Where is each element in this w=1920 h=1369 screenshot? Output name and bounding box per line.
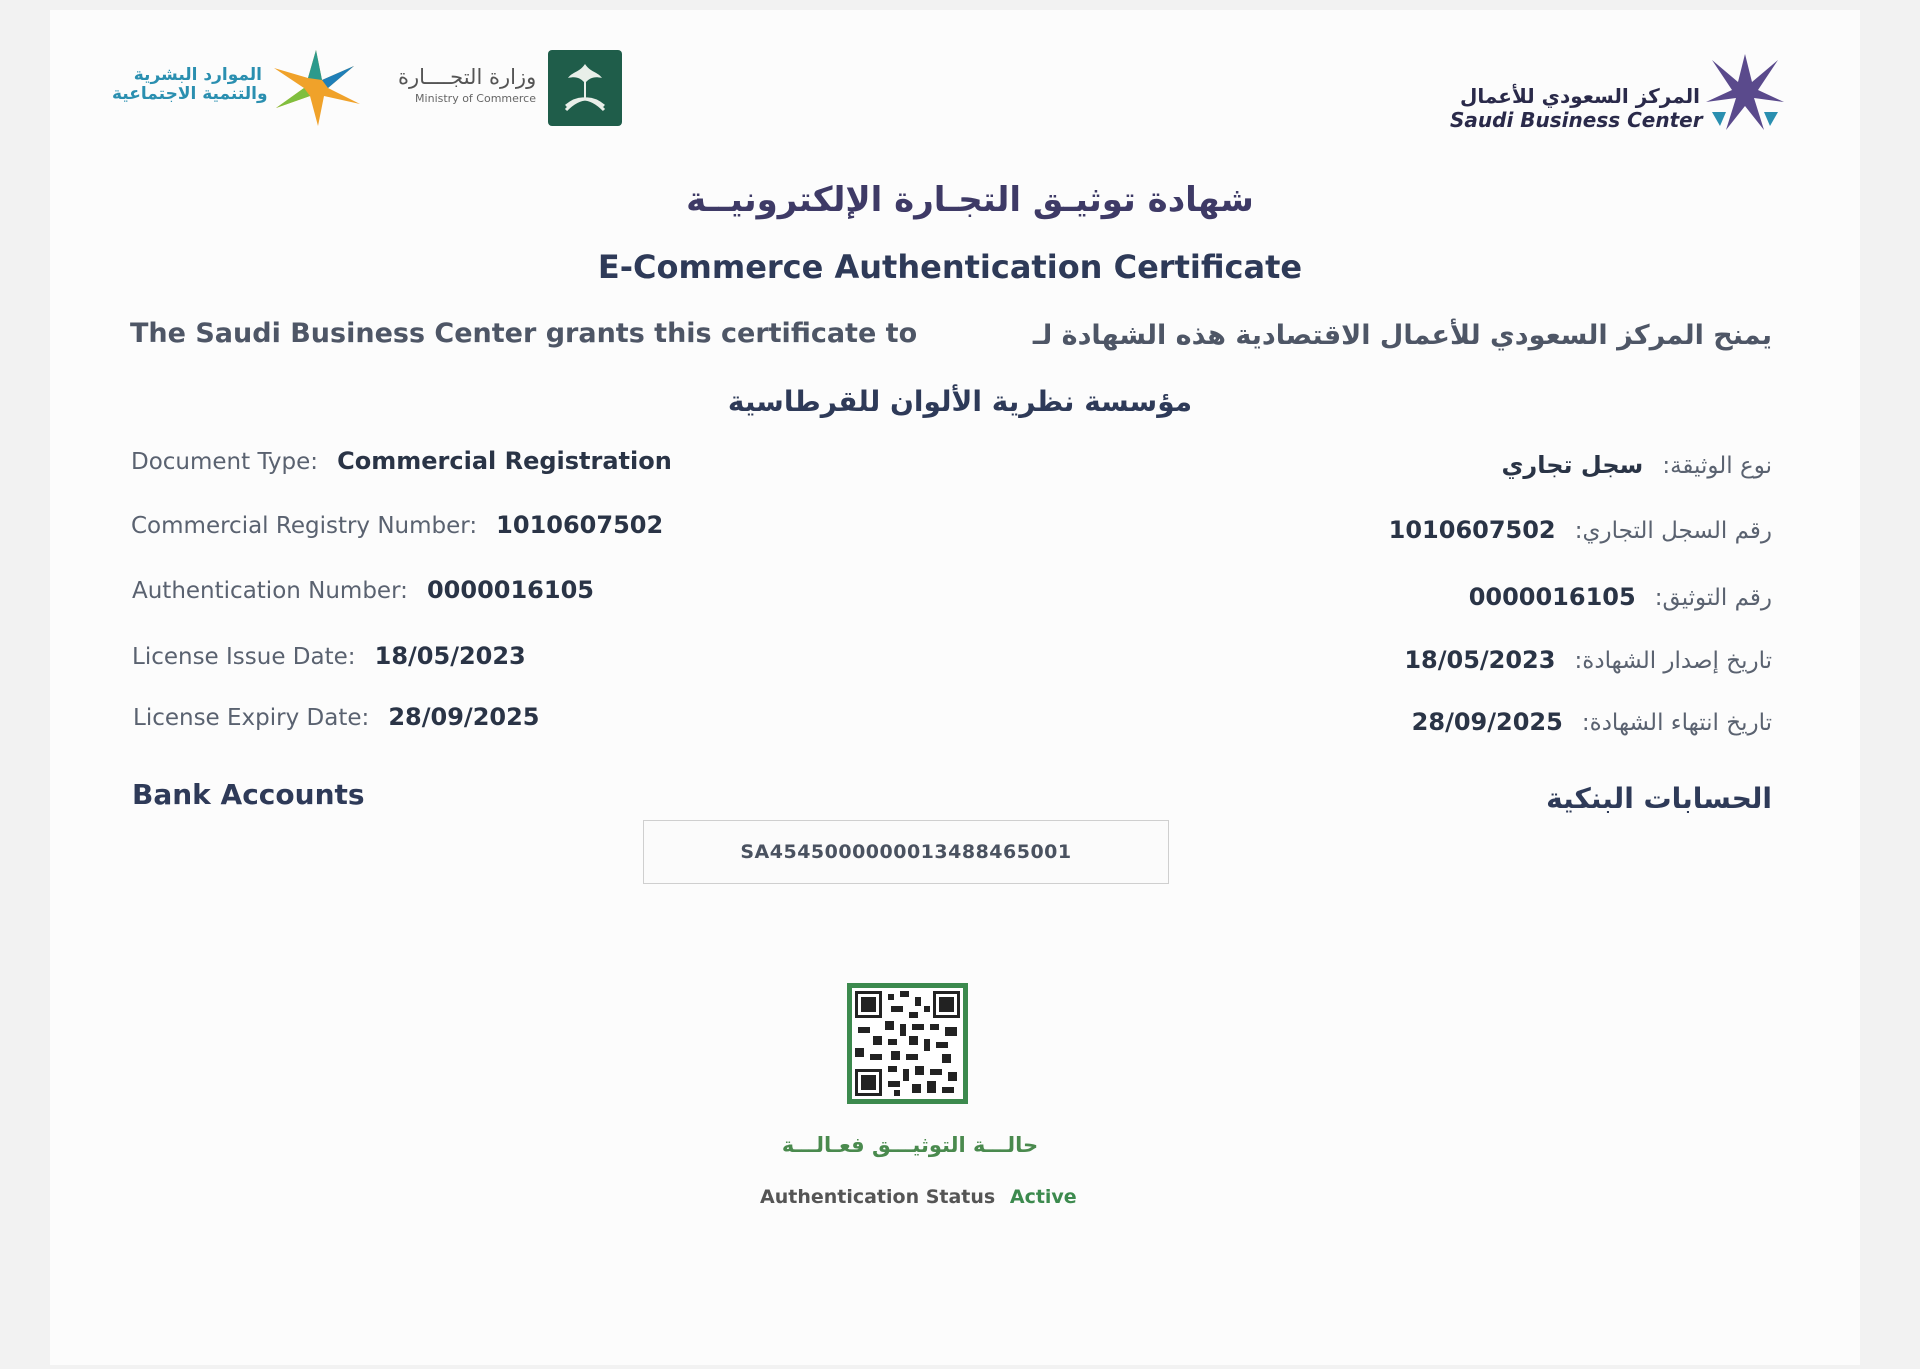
issue-date-label: License Issue Date: bbox=[132, 644, 356, 670]
field-row-authentication-number-en bbox=[132, 576, 594, 604]
field-row-expiry-date-ar bbox=[1300, 708, 1772, 736]
document-type-label: Document Type: bbox=[131, 449, 319, 475]
iban-value: SA4545000000013488465001 bbox=[740, 841, 1072, 863]
field-row-document-type-en bbox=[131, 447, 672, 475]
qr-pattern-icon bbox=[852, 988, 963, 1099]
issue-date-value-ar: 18/05/2023 bbox=[1404, 646, 1556, 674]
authentication-number-label: Authentication Number: bbox=[132, 578, 408, 604]
sbc-logo-text bbox=[1450, 84, 1703, 132]
qr-code[interactable] bbox=[847, 983, 968, 1104]
document-type-value: Commercial Registration bbox=[337, 447, 672, 475]
field-row-issue-date-ar bbox=[1300, 646, 1772, 674]
authentication-number-value-ar: 0000016105 bbox=[1468, 583, 1636, 611]
moc-logo-text bbox=[398, 66, 536, 110]
expiry-date-value: 28/09/2025 bbox=[388, 703, 540, 731]
authentication-number-value: 0000016105 bbox=[426, 576, 594, 604]
mhrsd-line1: الموارد البشرية bbox=[133, 65, 262, 85]
field-row-registry-number-ar bbox=[1300, 516, 1772, 544]
field-row-document-type-ar bbox=[1300, 451, 1772, 479]
authentication-status-value: Active bbox=[1009, 1186, 1077, 1208]
authentication-status bbox=[760, 1186, 1077, 1208]
certificate-title-english: E-Commerce Authentication Certificate bbox=[597, 248, 1303, 286]
bank-accounts-heading-ar: الحسابات البنكية bbox=[1546, 782, 1772, 815]
issue-date-label-ar: تاريخ إصدار الشهادة: bbox=[1574, 648, 1772, 674]
expiry-date-label: License Expiry Date: bbox=[133, 705, 370, 731]
company-name: مؤسسة نظرية الألوان للقرطاسية bbox=[727, 385, 1193, 418]
sbc-english-name: Saudi Business Center bbox=[1450, 108, 1703, 132]
grant-statement-english: The Saudi Business Center grants this certificate to bbox=[130, 318, 918, 349]
sbc-arabic-name: المركز السعودي للأعمال bbox=[1460, 84, 1700, 108]
issue-date-value: 18/05/2023 bbox=[374, 642, 526, 670]
registry-number-value-ar: 1010607502 bbox=[1388, 516, 1556, 544]
authentication-status-label: Authentication Status bbox=[760, 1186, 996, 1208]
moc-english-name: Ministry of Commerce bbox=[415, 92, 536, 105]
registry-number-label: Commercial Registry Number: bbox=[131, 513, 478, 539]
moc-arabic-name: وزارة التجــــارة bbox=[398, 65, 537, 89]
authentication-number-label-ar: رقم التوثيق: bbox=[1654, 585, 1772, 611]
sbc-logo-icon bbox=[1706, 52, 1784, 136]
registry-number-value: 1010607502 bbox=[496, 511, 664, 539]
registry-number-label-ar: رقم السجل التجاري: bbox=[1574, 518, 1772, 544]
authentication-status-arabic: حالـــة التوثيـــق فعـالـــة bbox=[781, 1133, 1039, 1157]
grant-statement-arabic: يمنح المركز السعودي للأعمال الاقتصادية هذه الشهادة لـ bbox=[1032, 320, 1772, 351]
field-row-registry-number-en bbox=[131, 511, 663, 539]
field-row-expiry-date-en bbox=[133, 703, 539, 731]
field-row-authentication-number-ar bbox=[1300, 583, 1772, 611]
document-type-value-ar: سجل تجاري bbox=[1501, 451, 1644, 479]
mhrsd-logo-text bbox=[112, 65, 268, 104]
document-type-label-ar: نوع الوثيقة: bbox=[1662, 453, 1772, 479]
field-row-issue-date-en bbox=[132, 642, 526, 670]
mhrsd-star-icon bbox=[268, 46, 364, 132]
certificate-title-arabic: شهادة توثيـق التجـارة الإلكترونيــة bbox=[686, 180, 1254, 220]
bank-accounts-heading-en: Bank Accounts bbox=[132, 778, 365, 811]
mhrsd-line2: والتنمية الاجتماعية bbox=[112, 84, 268, 104]
saudi-emblem-icon bbox=[548, 50, 622, 126]
expiry-date-value-ar: 28/09/2025 bbox=[1411, 708, 1563, 736]
iban-box bbox=[643, 820, 1169, 884]
expiry-date-label-ar: تاريخ انتهاء الشهادة: bbox=[1581, 710, 1772, 736]
